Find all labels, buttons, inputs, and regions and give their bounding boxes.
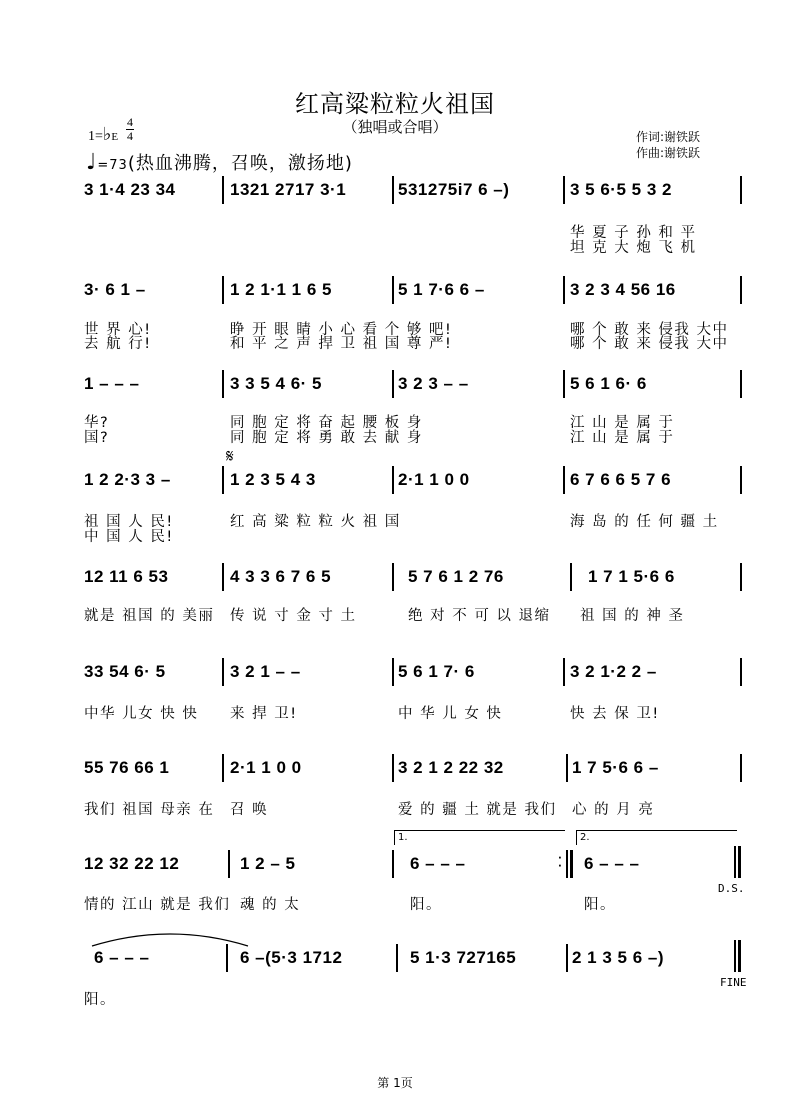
barline [222,176,224,204]
barline [740,466,742,494]
lyric-line-1: 召 唤 [230,802,269,818]
repeat-barline-thin [566,850,568,878]
key-label: 1= [88,129,103,144]
barline [392,658,394,686]
lyric-line-1: 同 胞 定 将 奋 起 腰 板 身 [230,415,423,431]
measure-notes: 4 3 3 6 7 6 5 [230,567,332,586]
volta-bracket-1 [394,830,565,845]
tie-curve [92,934,248,946]
lyric-line-1: 阳。 [84,992,116,1008]
volta-1-label: 1. [398,832,408,843]
measure-notes: 2·1 1 0 0 [230,758,302,777]
lyric-line-1: 中 华 儿 女 快 [398,706,503,722]
measure-notes: 3 5 6·5 5 3 2 [570,180,672,199]
repeat-dots: · · [558,853,562,872]
tempo-value: =73 [97,158,128,173]
measure-notes: 3· 6 1 – [84,280,146,299]
measure-notes: 1 – – – [84,374,140,393]
key-note: E [111,131,119,143]
final-barline-thick [738,940,741,972]
barline [740,370,742,398]
lyric-line-2: 坦 克 大 炮 飞 机 [570,240,697,256]
lyric-line-1: 我们 祖国 母亲 在 [84,802,215,818]
barline [570,563,572,591]
measure-notes: 1321 2717 3·1 [230,180,347,199]
measure-notes: 5 6 1 7· 6 [398,662,475,681]
measure-notes: 5 6 1 6· 6 [570,374,647,393]
lyric-line-1: 传 说 寸 金 寸 土 [230,608,357,624]
measure-notes: 3 2 1·2 2 – [570,662,657,681]
final-barline-thin [734,940,736,972]
measure-notes: 6 7 6 6 5 7 6 [570,470,672,489]
barline [740,658,742,686]
measure-notes: 6 – – – [584,854,640,873]
key-signature [88,124,118,145]
lyric-line-2: 国? [84,430,110,446]
lyric-line-1: 阳。 [410,897,442,913]
page-number: 第 1页 [377,1076,413,1090]
lyric-line-1: 祖 国 的 神 圣 [580,608,685,624]
lyric-line-1: 华 夏 子 孙 和 平 [570,225,697,241]
measure-notes: 3 3 5 4 6· 5 [230,374,323,393]
lyric-line-1: 情的 江山 就是 我们 [84,897,231,913]
measure-notes: 1 2 – 5 [240,854,296,873]
barline [222,754,224,782]
barline [222,466,224,494]
lyric-line-1: 阳。 [584,897,616,913]
lyric-line-1: 祖 国 人 民! [84,514,174,530]
measure-notes: 6 – – – [410,854,466,873]
volta-2-label: 2. [580,832,590,843]
barline [563,176,565,204]
lyric-line-1: 来 捍 卫! [230,706,298,722]
final-barline-thick [738,846,741,878]
barline [396,944,398,972]
barline [226,944,228,972]
barline [563,466,565,494]
barline [392,370,394,398]
measure-notes: 55 76 66 1 [84,758,170,777]
time-bottom: 4 [127,129,133,143]
final-barline-thin [734,846,736,878]
ds-marking: D.S. [718,882,745,895]
time-signature [126,116,134,143]
lyric-line-1: 快 去 保 卫! [570,706,660,722]
lyric-line-2: 去 航 行! [84,336,152,352]
measure-notes: 1 2 3 5 4 3 [230,470,316,489]
measure-notes: 1 7 1 5·6 6 [588,567,675,586]
barline [392,466,394,494]
lyric-line-1: 江 山 是 属 于 [570,415,675,431]
tempo-expression: (热血沸腾，召唤，激扬地) [127,153,353,174]
barline [740,754,742,782]
lyricist-credit: 作词:谢铁跃 [636,130,701,144]
lyric-line-2: 同 胞 定 将 勇 敢 去 献 身 [230,430,423,446]
lyric-line-2: 哪 个 敢 来 侵我 大中 [570,336,729,352]
barline [740,276,742,304]
barline [740,176,742,204]
lyric-line-1: 绝 对 不 可 以 退缩 [408,608,551,624]
measure-notes: 5 1·3 727165 [410,948,517,967]
fine-marking: FINE [720,976,747,989]
time-top: 4 [127,115,133,129]
measure-notes: 5 1 7·6 6 – [398,280,485,299]
barline [228,850,230,878]
barline [222,370,224,398]
lyric-line-2: 江 山 是 属 于 [570,430,675,446]
barline [563,370,565,398]
measure-notes: 1 2 1·1 1 6 5 [230,280,332,299]
measure-notes: 6 – – – [94,948,150,967]
lyric-line-1: 爱 的 疆 土 就是 我们 [398,802,557,818]
measure-notes: 1 2 2·3 3 – [84,470,171,489]
composer-credit: 作曲:谢铁跃 [636,146,701,160]
barline [563,658,565,686]
barline [222,276,224,304]
lyric-line-1: 心 的 月 亮 [572,802,655,818]
lyric-line-1: 就是 祖国 的 美丽 [84,608,215,624]
measure-notes: 1 7 5·6 6 – [572,758,659,777]
measure-notes: 531275i7 6 –) [398,180,510,199]
measure-notes: 3 2 1 – – [230,662,301,681]
lyric-line-1: 红 高 粱 粒 粒 火 祖 国 [230,514,401,530]
lyric-line-2: 中 国 人 民! [84,529,174,545]
barline [566,944,568,972]
measure-notes: 3 2 1 2 22 32 [398,758,504,777]
barline [392,176,394,204]
measure-notes: 12 11 6 53 [84,567,169,586]
barline [222,563,224,591]
measure-notes: 33 54 6· 5 [84,662,166,681]
segno-sign: 𝄋 [226,446,234,467]
lyric-line-1: 世 界 心! [84,322,152,338]
lyric-line-1: 魂 的 太 [240,897,301,913]
lyric-line-1: 海 岛 的 任 何 疆 土 [570,514,719,530]
measure-notes: 2 1 3 5 6 –) [572,948,665,967]
measure-notes: 5 7 6 1 2 76 [408,567,504,586]
barline [392,276,394,304]
barline [222,658,224,686]
repeat-barline-thick [570,850,573,878]
measure-notes: 6 –(5·3 1712 [240,948,343,967]
flat-symbol: ♭ [102,124,112,144]
lyric-line-2: 和 平 之 声 捍 卫 祖 国 尊 严! [230,336,453,352]
lyric-line-1: 中华 儿女 快 快 [84,706,199,722]
barline [740,563,742,591]
barline [566,754,568,782]
measure-notes: 3 2 3 – – [398,374,469,393]
measure-notes: 3 2 3 4 56 16 [570,280,676,299]
lyric-line-1: 华? [84,415,110,431]
song-title: 红高粱粒粒火祖国 [295,90,495,118]
tempo-marking [86,149,353,175]
measure-notes: 12 32 22 12 [84,854,180,873]
measure-notes: 3 1·4 23 34 [84,180,176,199]
quarter-note-icon: ♩ [86,150,98,175]
lyric-line-1: 哪 个 敢 来 侵我 大中 [570,322,729,338]
song-subtitle: （独唱或合唱） [342,118,448,136]
barline [392,850,394,878]
barline [563,276,565,304]
barline [392,563,394,591]
measure-notes: 2·1 1 0 0 [398,470,470,489]
barline [392,754,394,782]
lyric-line-1: 睁 开 眼 睛 小 心 看 个 够 吧! [230,322,453,338]
volta-bracket-2 [576,830,737,845]
